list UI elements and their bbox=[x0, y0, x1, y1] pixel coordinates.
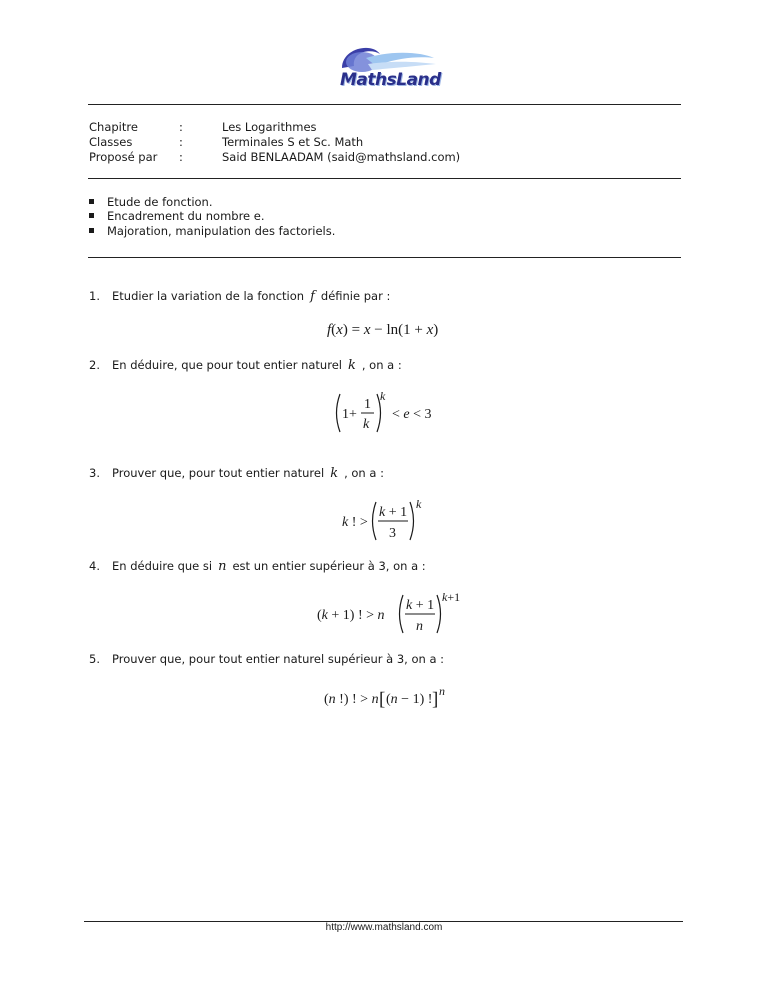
svg-text:]: ] bbox=[432, 689, 439, 710]
classes-value: Terminales S et Sc. Math bbox=[222, 135, 364, 149]
question-text: En déduire que si bbox=[112, 559, 213, 573]
question-variable: n bbox=[218, 559, 227, 574]
question-text: Prouver que, pour tout entier naturel supérieur à 3, on a : bbox=[112, 652, 445, 666]
question-text-end: est un entier supérieur à 3, on a : bbox=[232, 559, 426, 573]
question-number: 2. bbox=[89, 358, 100, 372]
svg-text:(n !) ! > n: (n !) ! > n bbox=[324, 692, 379, 707]
svg-text:k: k bbox=[363, 417, 370, 432]
svg-text:k: k bbox=[380, 389, 386, 403]
question-variable: k bbox=[330, 466, 339, 481]
question-text: En déduire, que pour tout entier naturel bbox=[112, 358, 342, 372]
formula-1 bbox=[325, 318, 455, 344]
formula-factorial-n-bound bbox=[315, 589, 460, 639]
formula-3 bbox=[340, 496, 435, 550]
divider-meta bbox=[88, 178, 681, 179]
question-number: 1. bbox=[89, 289, 100, 303]
svg-text:k: k bbox=[416, 497, 422, 511]
formula-5 bbox=[322, 683, 452, 717]
divider-topics bbox=[88, 257, 681, 258]
svg-text:1+: 1+ bbox=[342, 407, 357, 422]
formula-nested-factorial bbox=[322, 683, 452, 713]
svg-text:k + 1: k + 1 bbox=[379, 505, 408, 520]
svg-text:< e < 3: < e < 3 bbox=[392, 407, 432, 422]
question-text-end: , on a : bbox=[344, 466, 384, 480]
formula-factorial-lower-bound bbox=[340, 496, 435, 546]
svg-text:[: [ bbox=[379, 689, 386, 710]
svg-text:n: n bbox=[439, 684, 445, 698]
formula-2 bbox=[332, 388, 442, 442]
svg-text:k+1: k+1 bbox=[442, 590, 460, 604]
svg-text:1: 1 bbox=[364, 397, 371, 412]
topic-text: Majoration, manipulation des factoriels. bbox=[107, 224, 336, 238]
question-5 bbox=[89, 652, 444, 666]
logo-text: MathsLand bbox=[340, 70, 441, 90]
formula-f-definition bbox=[325, 318, 455, 340]
topic-text: Encadrement du nombre e. bbox=[107, 209, 265, 223]
formula-4 bbox=[315, 589, 460, 643]
question-text: Prouver que, pour tout entier naturel bbox=[112, 466, 325, 480]
question-variable: f bbox=[310, 289, 315, 304]
chapitre-label: Chapitre bbox=[89, 120, 138, 134]
svg-text:k + 1: k + 1 bbox=[406, 598, 435, 613]
question-4 bbox=[89, 559, 426, 574]
bullet-icon bbox=[89, 199, 94, 204]
chapitre-value: Les Logarithmes bbox=[222, 120, 317, 134]
colon: : bbox=[179, 135, 183, 149]
colon: : bbox=[179, 120, 183, 134]
question-text: Etudier la variation de la fonction bbox=[112, 289, 305, 303]
question-number: 4. bbox=[89, 559, 100, 573]
colon: : bbox=[179, 150, 183, 164]
svg-text:3: 3 bbox=[389, 526, 396, 541]
svg-text:n: n bbox=[416, 619, 423, 634]
mathsland-logo bbox=[322, 40, 448, 96]
svg-text:k ! >: k ! > bbox=[342, 515, 368, 530]
topic-text: Etude de fonction. bbox=[107, 195, 213, 209]
topic-item bbox=[89, 195, 213, 209]
question-3 bbox=[89, 466, 384, 481]
classes-label: Classes bbox=[89, 135, 133, 149]
topic-item bbox=[89, 209, 265, 223]
svg-text:(k + 1) ! > n: (k + 1) ! > n bbox=[317, 608, 385, 623]
bullet-icon bbox=[89, 213, 94, 218]
formula-e-bound bbox=[332, 388, 442, 438]
question-number: 3. bbox=[89, 466, 100, 480]
propose-value: Said BENLAADAM (said@mathsland.com) bbox=[222, 150, 461, 164]
propose-label: Proposé par bbox=[89, 150, 158, 164]
question-text-end: , on a : bbox=[361, 358, 402, 372]
svg-text:(n − 1) !: (n − 1) ! bbox=[386, 692, 433, 707]
topic-item bbox=[89, 224, 335, 238]
question-2 bbox=[89, 358, 402, 373]
question-number: 5. bbox=[89, 652, 100, 666]
question-variable: k bbox=[347, 358, 356, 373]
divider-top bbox=[88, 104, 681, 105]
footer-url[interactable]: http://www.mathsland.com bbox=[325, 922, 443, 933]
question-text-end: définie par : bbox=[320, 289, 391, 303]
question-1 bbox=[89, 289, 390, 304]
bullet-icon bbox=[89, 228, 94, 233]
svg-text:f(x) = x − ln(1 + x): f(x) = x − ln(1 + x) bbox=[327, 322, 439, 338]
